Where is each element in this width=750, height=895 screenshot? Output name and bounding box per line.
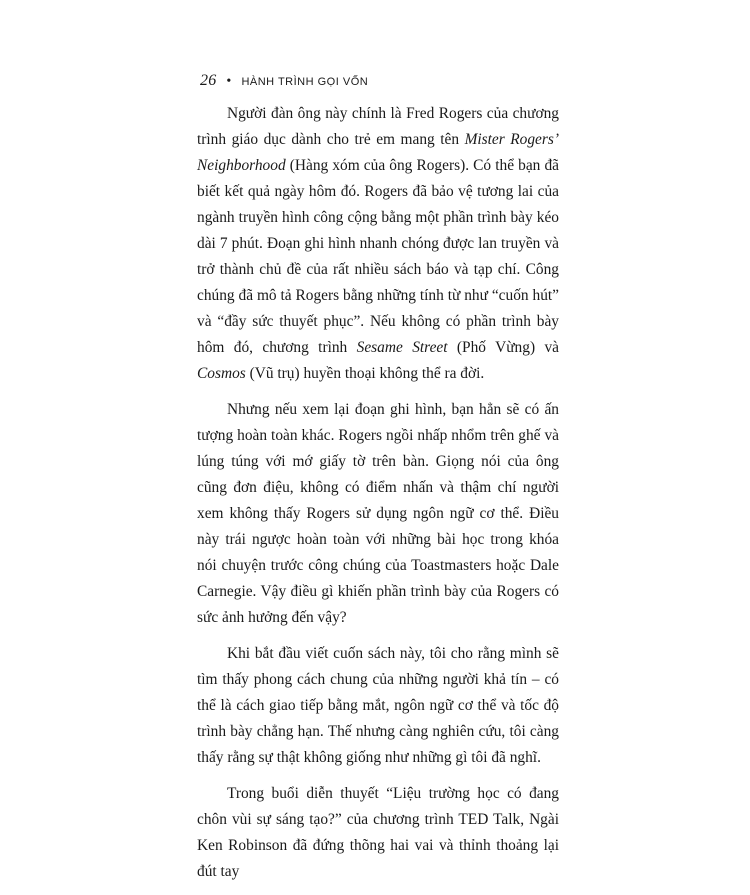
show-title-italic: Sesame Street [356, 339, 448, 356]
paragraph-text: (Phố Vừng) và [447, 339, 559, 356]
running-head [200, 72, 368, 90]
book-title: HÀNH TRÌNH GỌI VỐN [241, 76, 369, 88]
paragraph-text: Khi bắt đầu viết cuốn sách này, tôi cho rằng mình sẽ tìm thấy phong cách chung của những người khả tín – có thể là cách giao tiếp bằng mắt, ngôn ngữ cơ thể và tốc độ trình bày chẳng hạn. Thế nhưng càng nghiên cứu, tôi càng thấy rằng sự thật không giống như những gì tôi đã nghĩ. [197, 645, 559, 766]
paragraph-text: (Vũ trụ) huyền thoại không thể ra đời. [245, 365, 485, 382]
paragraph [197, 397, 559, 631]
show-title-italic: Cosmos [197, 365, 246, 382]
paragraph [197, 781, 559, 885]
paragraph-text: (Hàng xóm của ông Rogers). Có thể bạn đã biết kết quả ngày hôm đó. Rogers đã bảo vệ tương lai của ngành truyền hình công cộng bằng một phần trình bày kéo dài 7 phút. Đoạn ghi hình nhanh chóng được lan truyền và trở thành chủ đề của rất nhiều sách báo và tạp chí. Công chúng đã mô tả Rogers bằng những tính từ như “cuốn hút” và “đầy sức thuyết phục”. Nếu không có phần trình bày hôm đó, chương trình [197, 157, 559, 356]
body-text [197, 101, 559, 895]
running-head-separator: • [226, 74, 232, 89]
paragraph-text: Trong buổi diễn thuyết “Liệu trường học có đang chôn vùi sự sáng tạo?” của chương trình TED Talk, Ngài Ken Robinson đã đứng thõng hai vai và thỉnh thoảng lại đút tay [197, 785, 559, 880]
paragraph [197, 641, 559, 771]
show-title-italic: Mister Rogers’ Neighborhood [197, 131, 559, 174]
page-number: 26 [200, 72, 217, 89]
paragraph [197, 101, 559, 387]
paragraph-text: Người đàn ông này chính là Fred Rogers của chương trình giáo dục dành cho trẻ em mang tên [197, 105, 559, 148]
paragraph-text: Nhưng nếu xem lại đoạn ghi hình, bạn hẳn sẽ có ấn tượng hoàn toàn khác. Rogers ngồi nhấp nhổm trên ghế và lúng túng với mớ giấy tờ trên bàn. Giọng nói của ông cũng đơn điệu, không có điểm nhấn và thậm chí người xem không thấy Rogers sử dụng ngôn ngữ cơ thể. Điều này trái ngược hoàn toàn với những bài học trong khóa nói chuyện trước công chúng của Toastmasters hoặc Dale Carnegie. Vậy điều gì khiến phần trình bày của Rogers có sức ảnh hưởng đến vậy? [197, 401, 559, 626]
